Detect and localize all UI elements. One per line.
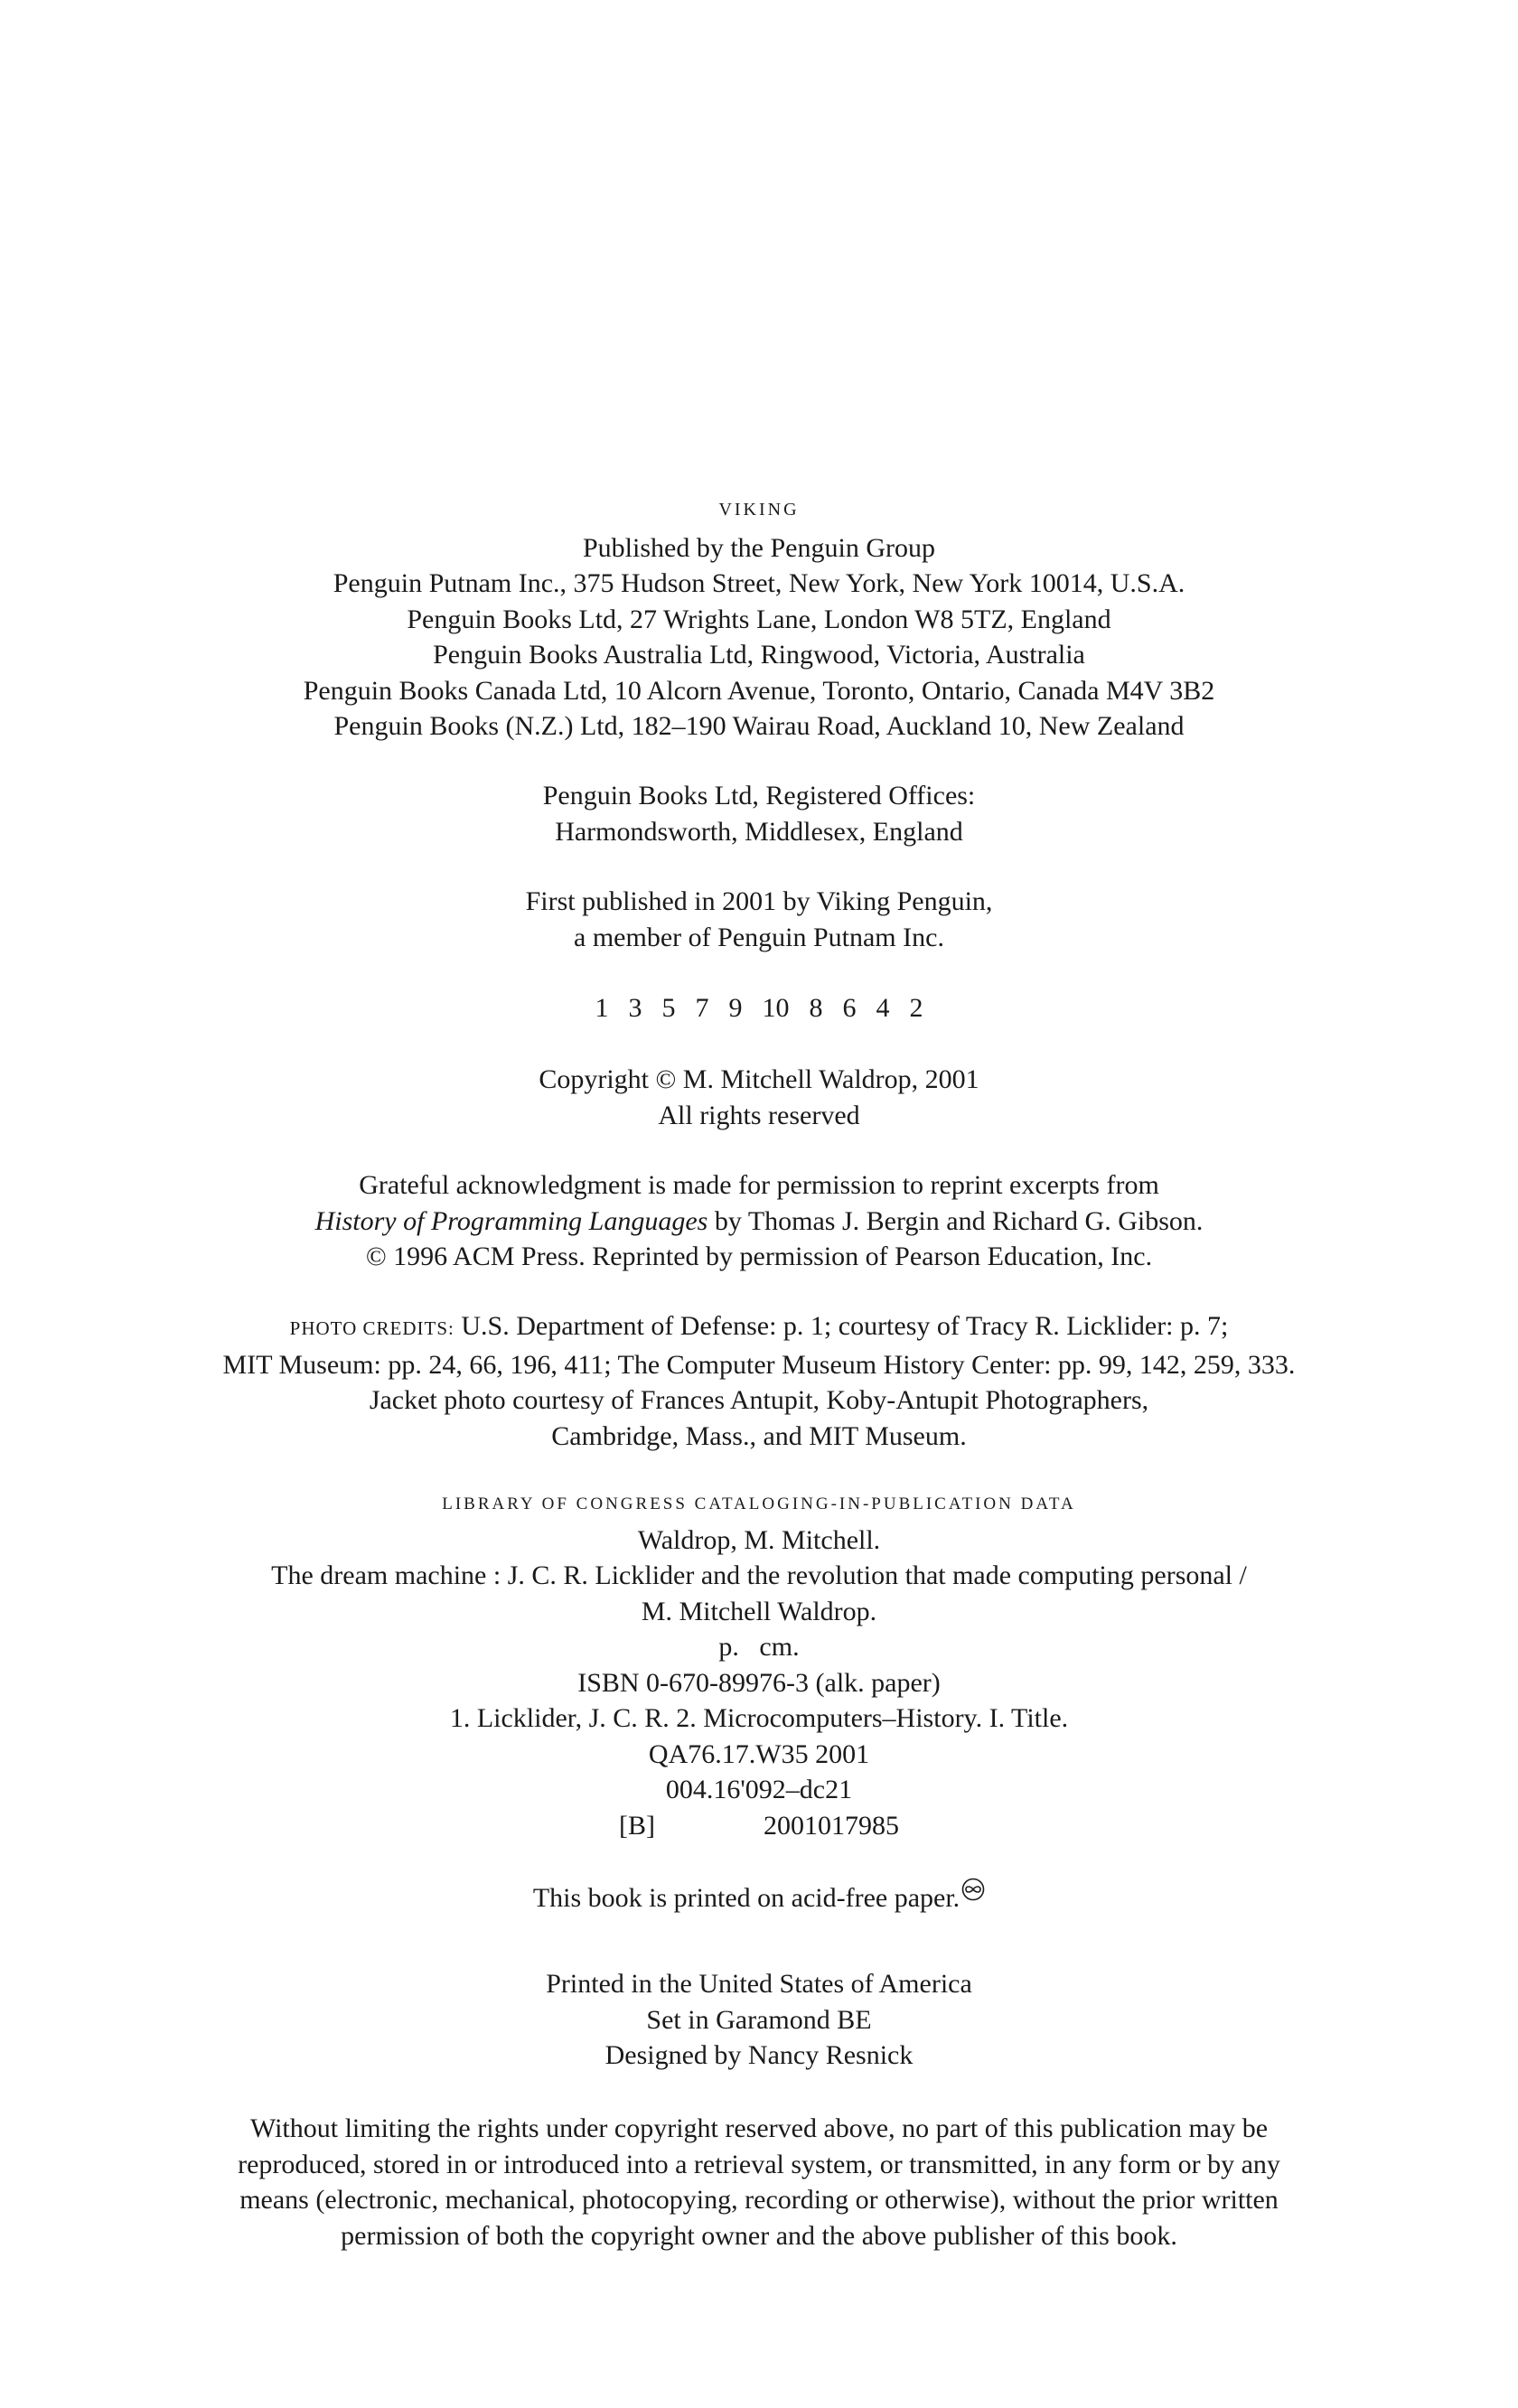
publisher-address-nz: Penguin Books (N.Z.) Ltd, 182–190 Wairau Road, Auckland 10, New Zealand bbox=[333, 711, 1185, 741]
printing-number: 4 bbox=[876, 993, 890, 1023]
cip-subjects: 1. Licklider, J. C. R. 2. Microcomputers–History. I. Title. bbox=[449, 1703, 1069, 1733]
cip-heading: LIBRARY OF CONGRESS CATALOGING-IN-PUBLICATION DATA bbox=[442, 1494, 1076, 1513]
printing-number: 8 bbox=[809, 993, 823, 1023]
rights-notice-line4: permission of both the copyright owner and the above publisher of this book. bbox=[341, 2220, 1177, 2251]
cip-title-line2: M. Mitchell Waldrop. bbox=[641, 1596, 877, 1626]
photo-credits-label: PHOTO CREDITS: bbox=[289, 1317, 454, 1339]
cip-dewey: 004.16'092–dc21 bbox=[665, 1775, 853, 1804]
printing-number: 9 bbox=[728, 993, 743, 1023]
printed-in-line: Printed in the United States of America bbox=[546, 1969, 972, 1999]
rights-notice-line3: means (electronic, mechanical, photocopying, recording or otherwise), without the prior written bbox=[239, 2185, 1279, 2215]
cip-code: [B] bbox=[619, 1810, 655, 1841]
cited-book-title: History of Programming Languages bbox=[314, 1205, 708, 1236]
registered-offices bbox=[145, 778, 1373, 849]
printing-info bbox=[145, 1966, 1373, 2074]
cip-author: Waldrop, M. Mitchell. bbox=[637, 1524, 881, 1555]
first-published-line2: a member of Penguin Putnam Inc. bbox=[574, 922, 944, 952]
paper-note bbox=[145, 1878, 1373, 1916]
paper-note-text: This book is printed on acid-free paper. bbox=[532, 1883, 960, 1913]
cip-pages: p. cm. bbox=[718, 1632, 800, 1662]
all-rights-reserved: All rights reserved bbox=[658, 1100, 860, 1130]
publisher-address-us: Penguin Putnam Inc., 375 Hudson Street, New York, New York 10014, U.S.A. bbox=[333, 568, 1185, 598]
rights-notice-line1: Without limiting the rights under copyright reserved above, no part of this publication may be bbox=[249, 2113, 1269, 2143]
printing-numbers bbox=[145, 990, 1373, 1026]
acknowledgment-line3: © 1996 ACM Press. Reprinted by permission of Pearson Education, Inc. bbox=[365, 1241, 1153, 1271]
printing-number: 1 bbox=[595, 993, 609, 1023]
acknowledgment bbox=[145, 1167, 1373, 1275]
copyright-line: Copyright © M. Mitchell Waldrop, 2001 bbox=[539, 1064, 979, 1094]
photo-credits-text: U.S. Department of Defense: p. 1; courtesy of Tracy R. Licklider: p. 7; bbox=[454, 1311, 1229, 1341]
acknowledgment-line1: Grateful acknowledgment is made for permission to reprint excerpts from bbox=[359, 1170, 1159, 1200]
acknowledgment-line2 bbox=[145, 1204, 1373, 1240]
photo-credits-line1 bbox=[145, 1308, 1373, 1347]
publisher-address-canada: Penguin Books Canada Ltd, 10 Alcorn Avenue, Toronto, Ontario, Canada M4V 3B2 bbox=[303, 675, 1215, 706]
publisher-address-uk: Penguin Books Ltd, 27 Wrights Lane, London W8 5TZ, England bbox=[407, 604, 1111, 634]
registered-offices-line2: Harmondsworth, Middlesex, England bbox=[555, 816, 963, 847]
imprint-name: VIKING bbox=[718, 500, 800, 520]
cip-lc-class: QA76.17.W35 2001 bbox=[648, 1738, 870, 1769]
cip-data bbox=[145, 1486, 1373, 1843]
cip-title-line1: The dream machine : J. C. R. Licklider and the revolution that made computing personal / bbox=[271, 1560, 1247, 1590]
photo-credits-line2: MIT Museum: pp. 24, 66, 196, 411; The Computer Museum History Center: pp. 99, 142, 259, 333. bbox=[222, 1349, 1296, 1380]
photo-credits bbox=[145, 1308, 1373, 1454]
first-published bbox=[145, 884, 1373, 955]
cip-lccn: 2001017985 bbox=[764, 1810, 899, 1841]
copyright-notice bbox=[145, 1062, 1373, 1133]
acknowledgment-authors: by Thomas J. Bergin and Richard G. Gibson. bbox=[707, 1205, 1204, 1236]
photo-credits-line3: Jacket photo courtesy of Frances Antupit, Koby-Antupit Photographers, bbox=[369, 1385, 1149, 1415]
printing-number: 10 bbox=[762, 993, 790, 1023]
registered-offices-line1: Penguin Books Ltd, Registered Offices: bbox=[542, 781, 976, 810]
publisher-block bbox=[145, 492, 1373, 745]
cip-code-row bbox=[145, 1808, 1373, 1844]
designer-line: Designed by Nancy Resnick bbox=[604, 2040, 914, 2070]
printing-number: 6 bbox=[842, 993, 857, 1023]
photo-credits-line4: Cambridge, Mass., and MIT Museum. bbox=[551, 1420, 967, 1451]
acid-free-infinity-icon bbox=[961, 1878, 985, 1901]
publisher-line: Published by the Penguin Group bbox=[583, 532, 935, 563]
printing-number: 5 bbox=[661, 993, 676, 1023]
paper-note-line bbox=[145, 1878, 1373, 1916]
rights-notice bbox=[145, 2111, 1373, 2253]
printing-number: 2 bbox=[909, 993, 923, 1023]
first-published-line1: First published in 2001 by Viking Penguin, bbox=[525, 886, 993, 916]
printing-number: 3 bbox=[628, 993, 642, 1023]
typeface-line: Set in Garamond BE bbox=[646, 2004, 872, 2035]
printing-number: 7 bbox=[695, 993, 709, 1023]
rights-notice-line2: reproduced, stored in or introduced into a retrieval system, or transmitted, in any form or by any bbox=[238, 2149, 1280, 2179]
publisher-address-australia: Penguin Books Australia Ltd, Ringwood, Victoria, Australia bbox=[433, 640, 1085, 670]
cip-isbn: ISBN 0-670-89976-3 (alk. paper) bbox=[577, 1667, 941, 1698]
